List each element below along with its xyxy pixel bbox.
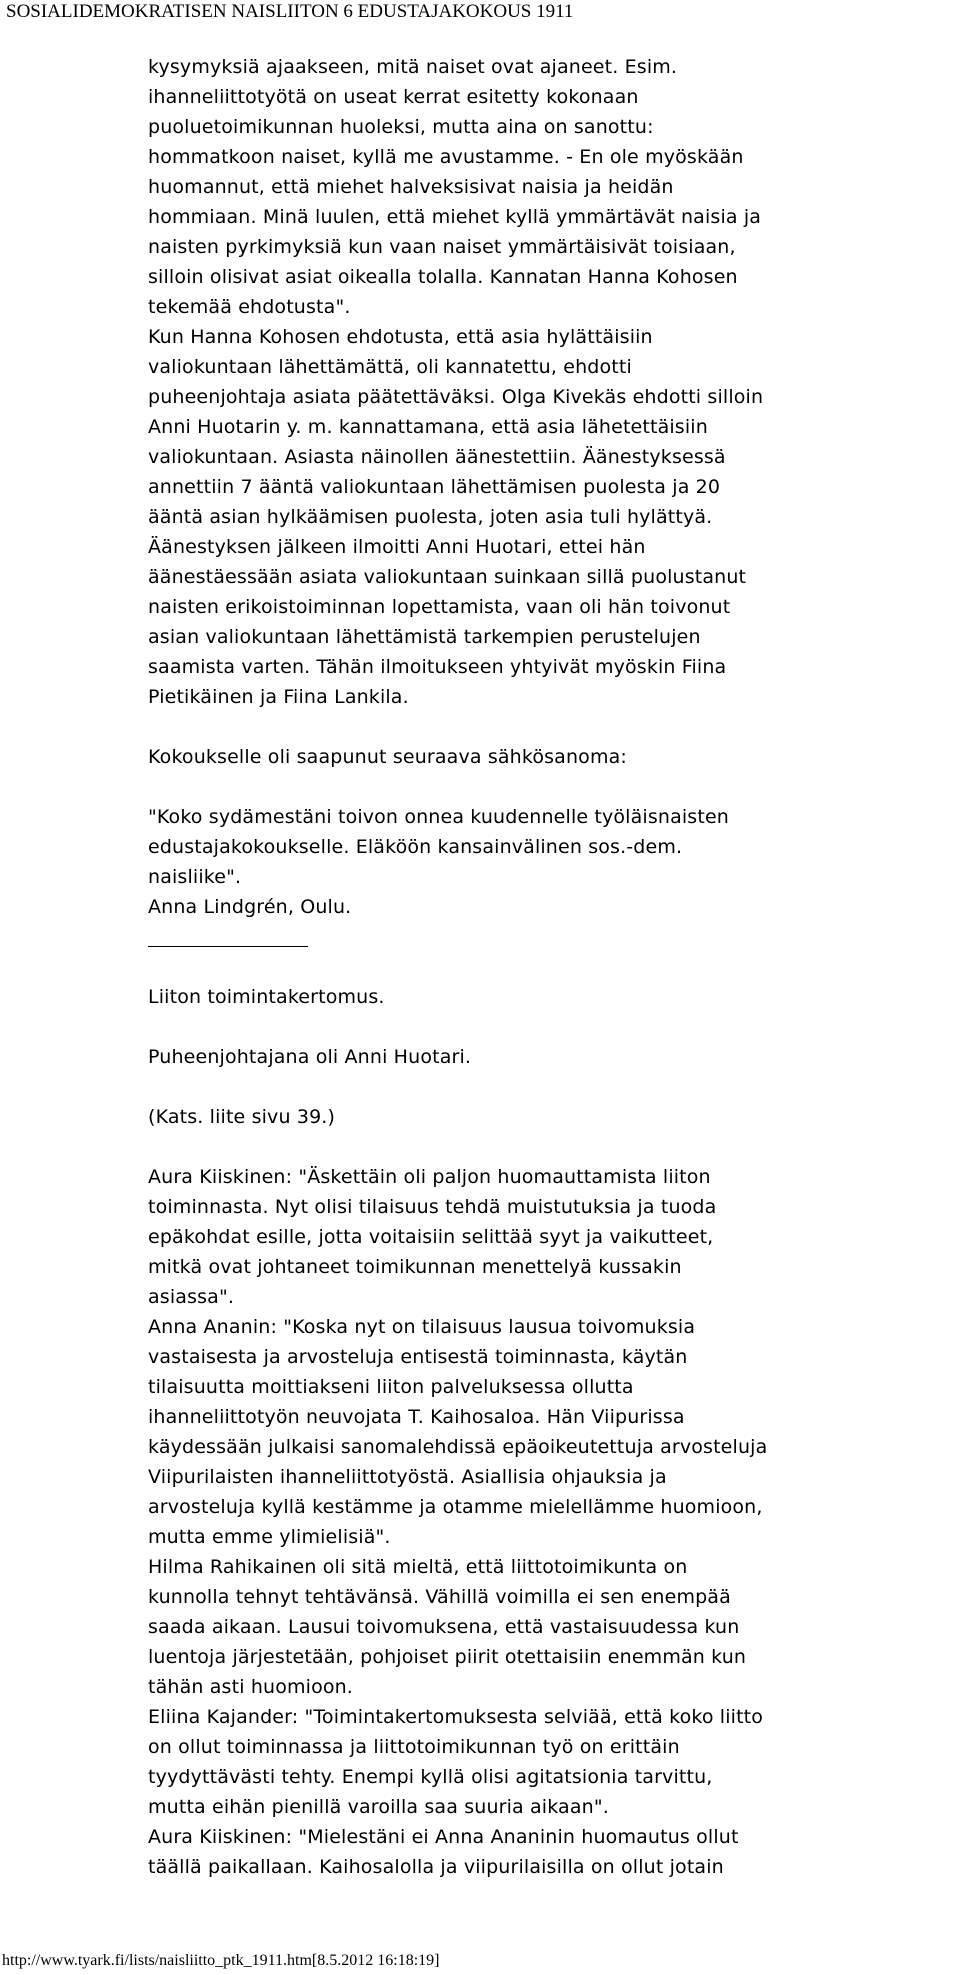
text-line: edustajakokoukselle. Eläköön kansainvälinen sos.-dem.: [148, 836, 683, 858]
text-line: silloin olisivat asiat oikealla tolalla. Kannatan Hanna Kohosen: [148, 266, 738, 288]
paragraph: [148, 1312, 948, 1552]
blank-line: [148, 1072, 948, 1102]
text-line: asiassa".: [148, 1286, 235, 1308]
text-line: Viipurilaisten ihanneliittotyöstä. Asiallisia ohjauksia ja: [148, 1466, 667, 1488]
text-line: valiokuntaan. Asiasta näinollen äänestettiin. Äänestyksessä: [148, 446, 726, 468]
text-line: luentoja järjestetään, pohjoiset piirit otettaisiin enemmän kun: [148, 1646, 747, 1668]
paragraph: [148, 742, 948, 772]
text-line: saamista varten. Tähän ilmoitukseen yhtyivät myöskin Fiina: [148, 656, 727, 678]
text-line: valiokuntaan lähettämättä, oli kannatettu, ehdotti: [148, 356, 632, 378]
text-line: naisliike".: [148, 866, 242, 888]
text-line: hommatkoon naiset, kyllä me avustamme. - En ole myöskään: [148, 146, 744, 168]
text-line: asian valiokuntaan lähettämistä tarkempien perustelujen: [148, 626, 701, 648]
blank-line: [148, 772, 948, 802]
text-line: ihanneliittotyötä on useat kerrat esitetty kokonaan: [148, 86, 639, 108]
text-line: huomannut, että miehet halveksisivat naisia ja heidän: [148, 176, 674, 198]
text-line: ääntä asian hylkäämisen puolesta, joten asia tuli hylättyä.: [148, 506, 713, 528]
text-line: täällä paikallaan. Kaihosalolla ja viipurilaisilla on ollut jotain: [148, 1856, 724, 1878]
signature-rule: [148, 922, 308, 952]
blank-line: [148, 712, 948, 742]
text-line: Anni Huotarin y. m. kannattamana, että asia lähetettäisiin: [148, 416, 708, 438]
text-line: on ollut toiminnassa ja liittotoimikunnan työ on erittäin: [148, 1736, 680, 1758]
text-line: (Kats. liite sivu 39.): [148, 1106, 336, 1128]
paragraph: [148, 1162, 948, 1312]
paragraph: [148, 1102, 948, 1132]
text-line: hommiaan. Minä luulen, että miehet kyllä ymmärtävät naisia ja: [148, 206, 762, 228]
text-line: Pietikäinen ja Fiina Lankila.: [148, 686, 409, 708]
paragraph: [148, 1822, 948, 1882]
text-line: naisten erikoistoiminnan lopettamista, vaan oli hän toivonut: [148, 596, 731, 618]
text-line: äänestäessään asiata valiokuntaan suinkaan sillä puolustanut: [148, 566, 747, 588]
blank-line: [148, 1132, 948, 1162]
paragraph: [148, 802, 948, 892]
text-line: epäkohdat esille, jotta voitaisiin selittää syyt ja vaikutteet,: [148, 1226, 714, 1248]
text-line: ihanneliittotyön neuvojata T. Kaihosaloa. Hän Viipurissa: [148, 1406, 685, 1428]
text-line: Äänestyksen jälkeen ilmoitti Anni Huotari, ettei hän: [148, 536, 646, 558]
text-line: mutta emme ylimielisiä".: [148, 1526, 391, 1548]
text-line: tekemää ehdotusta".: [148, 296, 351, 318]
page-footer-url: http://www.tyark.fi/lists/naisliitto_ptk_1911.htm[8.5.2012 16:18:19]: [2, 1952, 440, 1969]
text-line: käydessään julkaisi sanomalehdissä epäoikeutettuja arvosteluja: [148, 1436, 768, 1458]
text-line: Liiton toimintakertomus.: [148, 986, 385, 1008]
paragraph: [148, 1702, 948, 1822]
text-line: "Koko sydämestäni toivon onnea kuudennelle työläisnaisten: [148, 806, 729, 828]
text-line: saada aikaan. Lausui toivomuksena, että vastaisuudessa kun: [148, 1616, 740, 1638]
paragraph: [148, 1042, 948, 1072]
text-line: arvosteluja kyllä kestämme ja otamme mielellämme huomioon,: [148, 1496, 763, 1518]
text-line: puoluetoimikunnan huoleksi, mutta aina on sanottu:: [148, 116, 654, 138]
paragraph: [148, 532, 948, 712]
text-line: Kokoukselle oli saapunut seuraava sähkösanoma:: [148, 746, 627, 768]
text-line: tyydyttävästi tehty. Enempi kyllä olisi agitatsionia tarvittu,: [148, 1766, 713, 1788]
text-line: mutta eihän pienillä varoilla saa suuria aikaan".: [148, 1796, 609, 1818]
text-line: Hilma Rahikainen oli sitä mieltä, että liittotoimikunta on: [148, 1556, 688, 1578]
paragraph: [148, 52, 948, 322]
document-body: [148, 52, 948, 1882]
text-line: Aura Kiiskinen: "Äskettäin oli paljon huomauttamista liiton: [148, 1166, 711, 1188]
paragraph: [148, 322, 948, 532]
blank-line: [148, 1012, 948, 1042]
text-line: Aura Kiiskinen: "Mielestäni ei Anna Ananinin huomautus ollut: [148, 1826, 739, 1848]
text-line: vastaisesta ja arvosteluja entisestä toiminnasta, käytän: [148, 1346, 688, 1368]
text-line: tilaisuutta moittiakseni liiton palveluksessa ollutta: [148, 1376, 634, 1398]
text-line: Kun Hanna Kohosen ehdotusta, että asia hylättäisiin: [148, 326, 653, 348]
page-header: SOSIALIDEMOKRATISEN NAISLIITON 6 EDUSTAJAKOKOUS 1911: [6, 1, 574, 22]
blank-line: [148, 952, 948, 982]
paragraph: [148, 892, 948, 922]
text-line: puheenjohtaja asiata päätettäväksi. Olga Kivekäs ehdotti silloin: [148, 386, 764, 408]
text-line: naisten pyrkimyksiä kun vaan naiset ymmärtäisivät toisiaan,: [148, 236, 736, 258]
text-line: kysymyksiä ajaakseen, mitä naiset ovat ajaneet. Esim.: [148, 56, 678, 78]
text-line: kunnolla tehnyt tehtävänsä. Vähillä voimilla ei sen enempää: [148, 1586, 731, 1608]
paragraph: [148, 982, 948, 1012]
text-line: toiminnasta. Nyt olisi tilaisuus tehdä muistutuksia ja tuoda: [148, 1196, 717, 1218]
text-line: tähän asti huomioon.: [148, 1676, 353, 1698]
text-line: annettiin 7 ääntä valiokuntaan lähettämisen puolesta ja 20: [148, 476, 721, 498]
paragraph: [148, 1552, 948, 1702]
text-line: Anna Lindgrén, Oulu.: [148, 896, 352, 918]
text-line: Eliina Kajander: "Toimintakertomuksesta selviää, että koko liitto: [148, 1706, 764, 1728]
text-line: mitkä ovat johtaneet toimikunnan menettelyä kussakin: [148, 1256, 682, 1278]
text-line: Puheenjohtajana oli Anni Huotari.: [148, 1046, 472, 1068]
text-line: Anna Ananin: "Koska nyt on tilaisuus lausua toivomuksia: [148, 1316, 696, 1338]
